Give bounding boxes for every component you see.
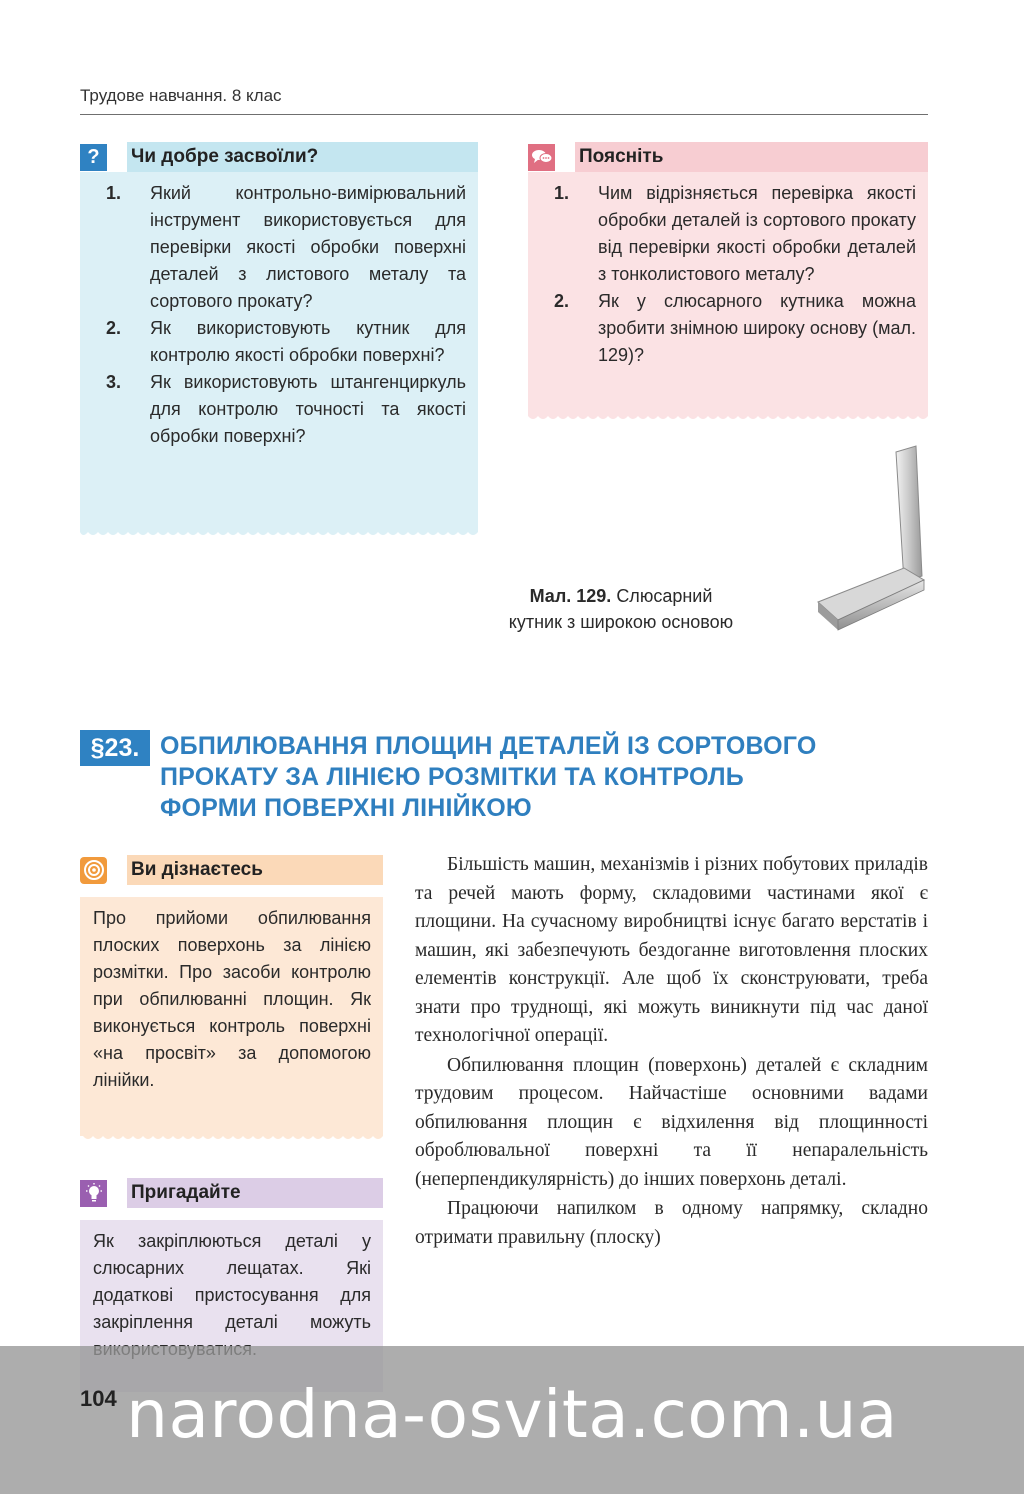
main-text bbox=[415, 851, 928, 1252]
figure-caption-line2: кутник з широкою основою bbox=[508, 612, 734, 632]
figure-caption-line1: Слюсарний bbox=[616, 586, 713, 606]
list-item: 2. Як використовують кутник для контролю якості обробки поверхні? bbox=[106, 318, 466, 365]
learn-box-header bbox=[80, 855, 383, 885]
explain-box-header bbox=[528, 142, 928, 172]
check-box-title: Чи добре засвоїли? bbox=[131, 146, 319, 167]
explain-box bbox=[528, 142, 928, 414]
figure-caption bbox=[476, 583, 766, 635]
lightbulb-icon bbox=[80, 1180, 107, 1207]
wavy-edge bbox=[80, 1134, 383, 1142]
wavy-edge bbox=[80, 530, 478, 538]
list-item: 1. Чим відрізняється перевірка якості обробки деталей із сортового прокату від перевірки якості обробки деталей з тонколистового металу? bbox=[554, 183, 916, 284]
learn-box-text: Про прийоми обпилювання плоских поверхонь за лінією розмітки. Про засоби контролю при обпилюванні площин. Як виконується контроль поверхні «на просвіт» за допомогою лінійки. bbox=[80, 897, 383, 1134]
header-rule bbox=[80, 114, 928, 115]
watermark-text: narodna-osvita.com.ua bbox=[126, 1376, 898, 1453]
speech-bubbles-icon bbox=[528, 144, 555, 171]
check-box bbox=[80, 142, 478, 530]
section-number: §23. bbox=[80, 730, 150, 766]
figure-label: Мал. 129. bbox=[529, 586, 612, 606]
paragraph: Працюючи напилком в одному напрямку, складно отримати правильну (плоску) bbox=[415, 1198, 928, 1248]
recall-box-text: Як закріплюються деталі у слюсарних лещатах. Які додаткові пристосування для закріплення деталі можуть bbox=[80, 1220, 383, 1392]
check-question-list bbox=[80, 172, 478, 450]
wavy-edge bbox=[528, 414, 928, 422]
check-box-header bbox=[80, 142, 478, 172]
paragraph: Обпилювання площин (поверхонь) деталей є складним трудовим процесом. Найчастіше основними вадами обпилювання площин є відхилення від площинності оброблювальної поверхні та її непаралельність (неперпендикулярність) до інших поверхонь деталі. bbox=[415, 1054, 928, 1190]
target-icon bbox=[80, 857, 107, 884]
machinist-square-image bbox=[812, 444, 932, 636]
recall-box-header bbox=[80, 1178, 383, 1208]
learn-box-title: Ви дізнаєтесь bbox=[131, 859, 263, 880]
section-title: ОБПИЛЮВАННЯ ПЛОЩИН ДЕТАЛЕЙ ІЗ СОРТОВОГО ПРОКАТУ ЗА ЛІНІЄЮ РОЗМІТКИ ТА КОНТРОЛЬ ФОРМИ ПОВЕРХНІ ЛІНІЙКОЮ bbox=[160, 732, 817, 822]
explain-box-title: Поясніть bbox=[579, 146, 664, 167]
list-item: 1. Який контрольно-вимірювальний інструмент використовується для перевірки якості обробки поверхні деталей з листового металу та сортового прокату? bbox=[106, 183, 466, 311]
paragraph: Більшість машин, механізмів і різних побутових приладів та речей мають форму, складовими частинами якої є площини. На сучасному виробництві існує багато верстатів і машин, які забезпечують бездоганне виготовлення плоских елементів конструкції. Але щоб їх сконструювати, треба знати про труднощі, які можуть виникнути під час даної технологічної операції. bbox=[415, 854, 928, 1046]
list-item: 3. Як використовують штангенциркуль для контролю точності та якості обробки поверхні? bbox=[106, 372, 466, 446]
list-item: 2. Як у слюсарного кутника можна зробити знімною широку основу (мал. 129)? bbox=[554, 291, 916, 365]
running-head: Трудове навчання. 8 клас bbox=[80, 86, 282, 105]
learn-box bbox=[80, 855, 383, 1142]
question-icon: ? bbox=[80, 144, 107, 171]
page-number: 104 bbox=[80, 1386, 117, 1411]
explain-question-list bbox=[528, 172, 928, 369]
recall-box-title: Пригадайте bbox=[131, 1182, 241, 1203]
